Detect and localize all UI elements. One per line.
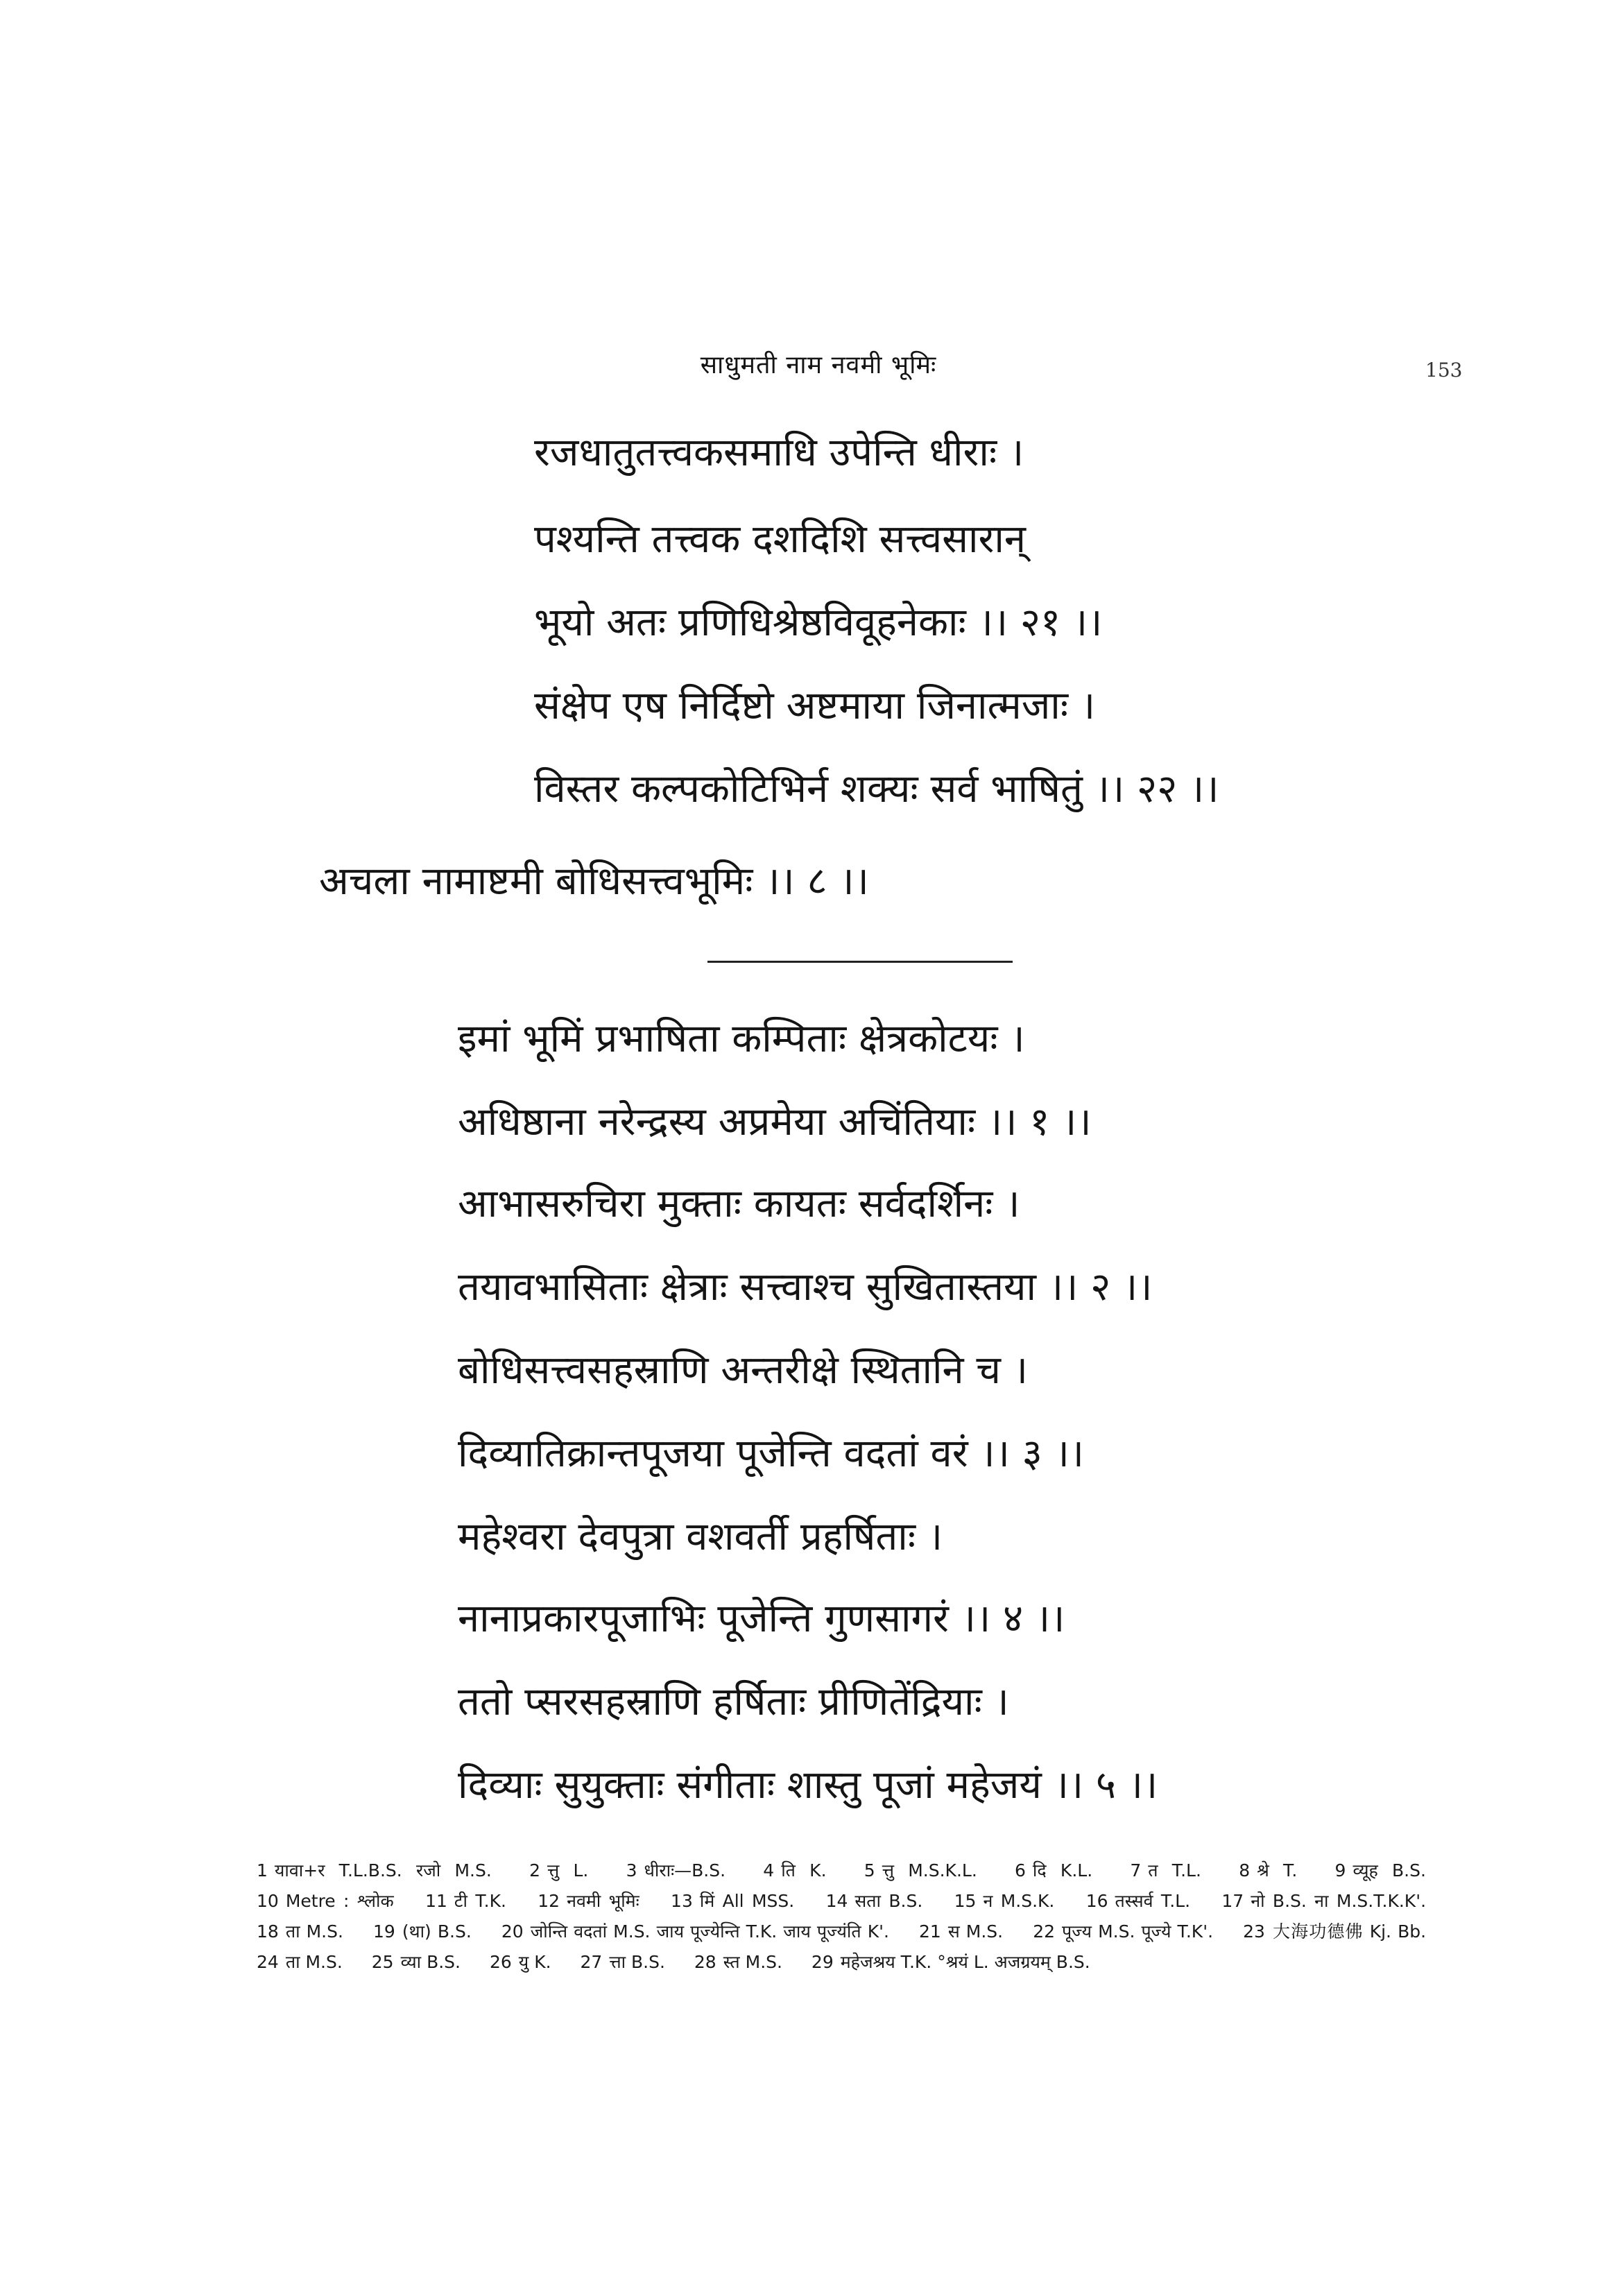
- footnote: 11 टी T.K.: [425, 1891, 506, 1911]
- footnote: 19 (था) B.S.: [373, 1921, 472, 1942]
- section-divider: [707, 961, 1013, 963]
- verse-line: भूयो अतः प्रणिधिश्रेष्ठविवूहनेकाः ।। २१ ।।: [534, 600, 1103, 645]
- footnote: 29 महेजश्रय T.K. °श्रयं L. अजग्रयम् B.S.: [811, 1952, 1090, 1972]
- footnote: 9 व्यूह B.S.: [1334, 1860, 1426, 1881]
- footnote: 24 ता M.S.: [257, 1952, 343, 1972]
- verse-line: तयावभासिताः क्षेत्राः सत्त्वाश्च सुखितास्तया ।। २ ।।: [458, 1265, 1153, 1310]
- verse-line: इमां भूमिं प्रभाषिता कम्पिताः क्षेत्रकोटयः ।: [458, 1016, 1025, 1061]
- running-head: साधुमती नाम नवमी भूमिः: [700, 351, 937, 379]
- footnote: 8 श्रे T.: [1239, 1860, 1298, 1881]
- footnotes: [257, 1856, 1450, 1978]
- footnote: 15 न M.S.K.: [954, 1891, 1055, 1911]
- verse-line: आभासरुचिरा मुक्ताः कायतः सर्वदर्शिनः ।: [458, 1181, 1020, 1226]
- verse-line: बोधिसत्त्वसहस्राणि अन्तरीक्षे स्थितानि च ।: [458, 1348, 1028, 1393]
- footnote: 5 त्तु M.S.K.L.: [864, 1860, 977, 1881]
- footnote: 20 जोन्ति वदतां M.S. जाय पूज्येन्ति T.K. जाय पूज्यंति K'.: [501, 1921, 889, 1942]
- verse-line: रजधातुतत्त्वकसमाधि उपेन्ति धीराः ।: [534, 430, 1024, 475]
- footnote: 4 ति K.: [763, 1860, 827, 1881]
- footnote: 16 तस्सर्व T.L.: [1085, 1891, 1191, 1911]
- page-number: 153: [1425, 359, 1463, 382]
- footnote: 23 大海功德佛 Kj. Bb.: [1243, 1921, 1427, 1942]
- footnote: 18 ता M.S.: [257, 1921, 343, 1942]
- footnote: 26 यु K.: [489, 1952, 551, 1972]
- footnote: 1 यावा+र T.L.B.S. रजो M.S.: [257, 1860, 492, 1881]
- footnote: 22 पूज्य M.S. पूज्ये T.K'.: [1033, 1921, 1214, 1942]
- verse-line: विस्तर कल्पकोटिभिर्न शक्यः सर्व भाषितुं ।। २२ ।।: [534, 766, 1219, 812]
- verse-line: महेश्वरा देवपुत्रा वशवर्ती प्रहर्षिताः ।: [458, 1514, 943, 1559]
- footnote: 25 व्या B.S.: [371, 1952, 461, 1972]
- footnote: 28 स्त M.S.: [694, 1952, 782, 1972]
- verse-line: दिव्यातिक्रान्तपूजया पूजेन्ति वदतां वरं ।। ३ ।।: [458, 1431, 1085, 1476]
- footnote: 13 मिं All MSS.: [671, 1891, 795, 1911]
- chapter-colophon: अचला नामाष्टमी बोधिसत्त्वभूमिः ।। ८ ।।: [319, 859, 869, 904]
- footnote: 10 Metre : श्लोक: [257, 1891, 394, 1911]
- footnote: 12 नवमी भूमिः: [538, 1891, 639, 1911]
- footnote: 6 दि K.L.: [1015, 1860, 1093, 1881]
- footnote: 3 धीराः—B.S.: [626, 1860, 726, 1881]
- footnote: 17 नो B.S. ना M.S.T.K.K'.: [1221, 1891, 1427, 1911]
- footnote: 14 सता B.S.: [825, 1891, 923, 1911]
- verse-line: अधिष्ठाना नरेन्द्रस्य अप्रमेया अचिंतियाः ।। १ ।।: [458, 1099, 1092, 1145]
- footnote: 2 त्तु L.: [529, 1860, 589, 1881]
- footnote: 7 त T.L.: [1130, 1860, 1201, 1881]
- footnote: 27 त्ता B.S.: [580, 1952, 665, 1972]
- footnote: 21 स M.S.: [919, 1921, 1004, 1942]
- verse-line: पश्यन्ति तत्त्वक दशदिशि सत्त्वसारान्: [534, 517, 1026, 562]
- verse-line: ततो प्सरसहस्राणि हर्षिताः प्रीणितेंद्रियाः ।: [458, 1679, 1009, 1724]
- verse-line: नानाप्रकारपूजाभिः पूजेन्ति गुणसागरं ।। ४ ।।: [458, 1596, 1065, 1641]
- verse-line: दिव्याः सुयुक्ताः संगीताः शास्तु पूजां महेजयं ।। ५ ।।: [458, 1763, 1158, 1808]
- verse-line: संक्षेप एष निर्दिष्टो अष्टमाया जिनात्मजाः ।: [534, 683, 1096, 728]
